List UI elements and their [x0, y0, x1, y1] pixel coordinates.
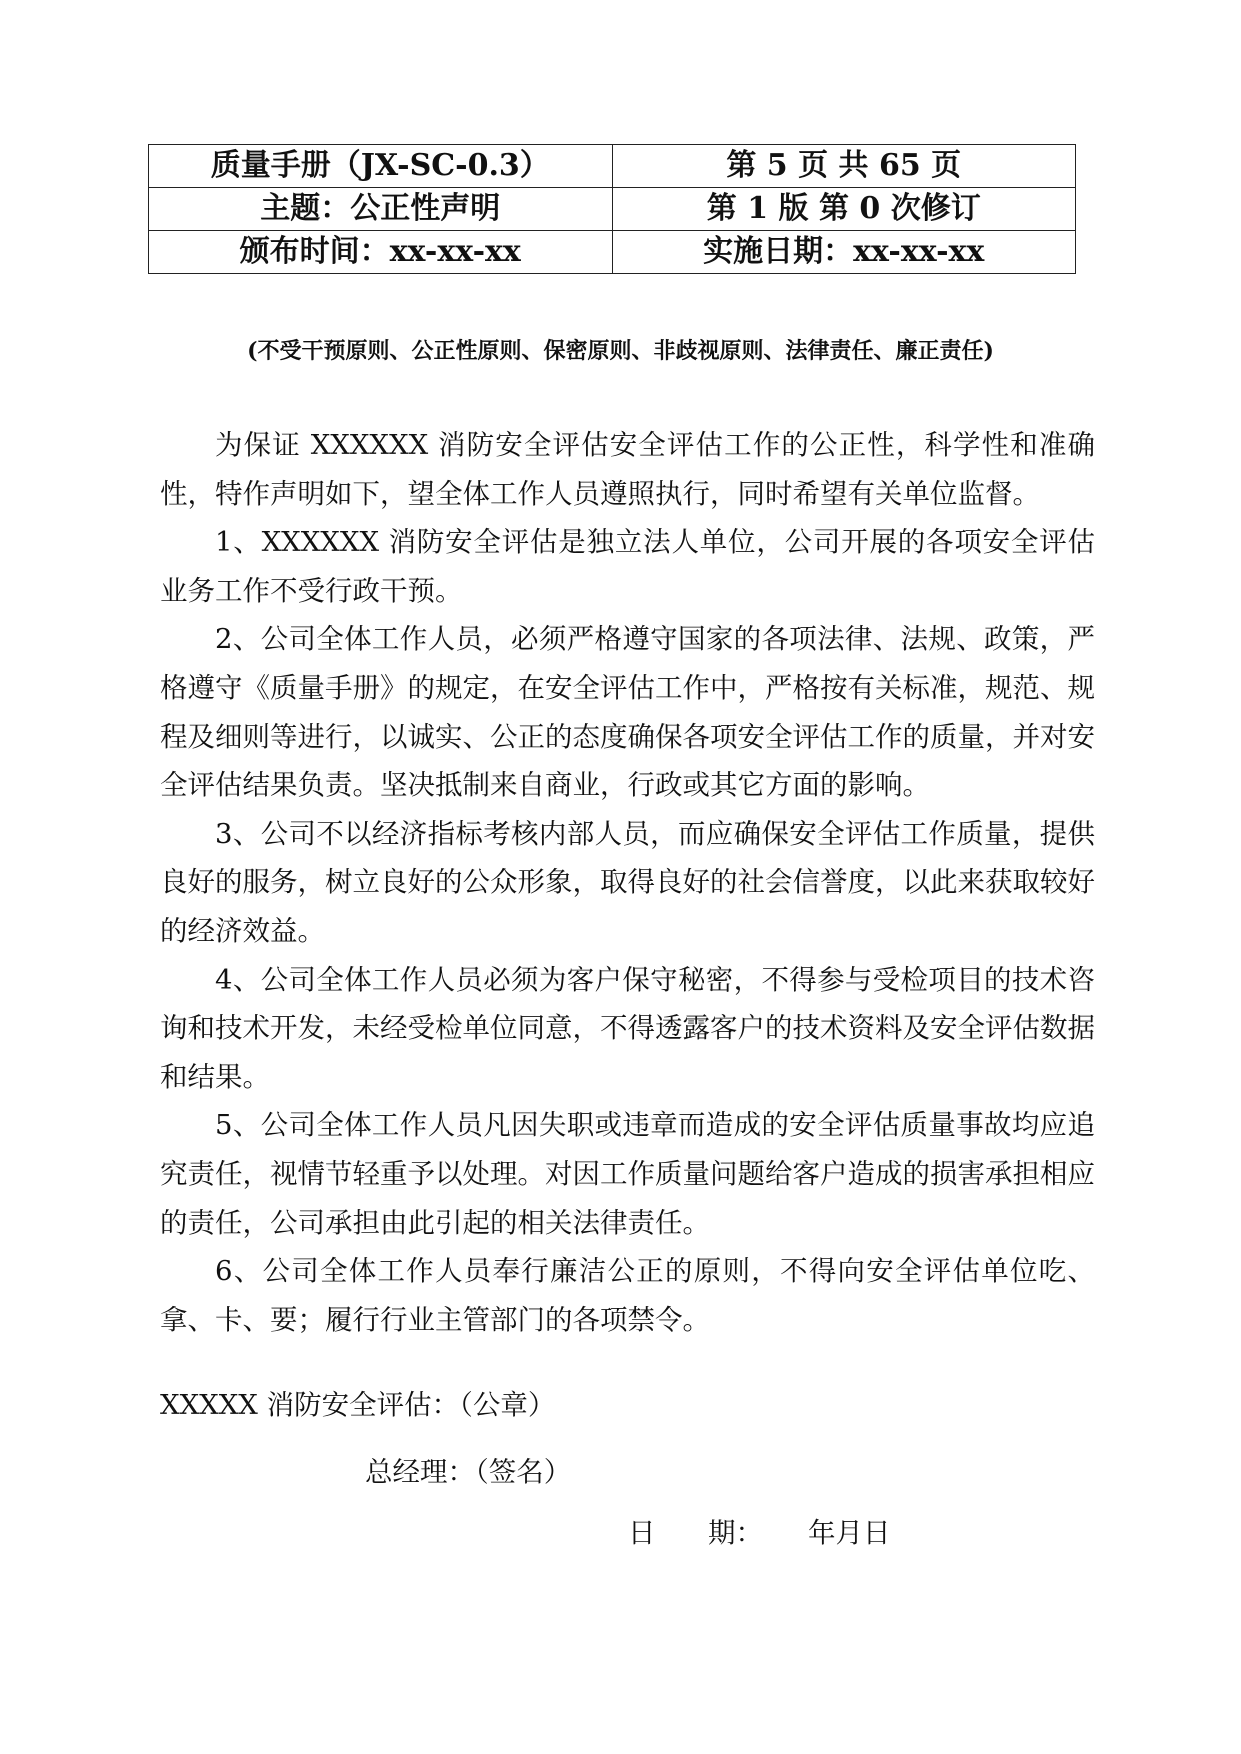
declaration-body — [160, 421, 1095, 1344]
header-row — [149, 231, 1076, 274]
principles-subtitle: (不受干预原则、公正性原则、保密原则、非歧视原则、法律责任、廉正责任) — [247, 338, 994, 364]
document-header-table — [148, 144, 1076, 274]
header-row — [149, 188, 1076, 231]
manual-code-cell: 质量手册（JX-SC-0.3） — [149, 145, 613, 188]
intro-paragraph: 为保证 XXXXXX 消防安全评估安全评估工作的公正性，科学性和准确性，特作声明如下，望全体工作人员遵照执行，同时希望有关单位监督。 — [160, 429, 1095, 510]
company-seal-line: XXXXX 消防安全评估：（公章） — [160, 1389, 556, 1421]
subject-cell: 主题：公正性声明 — [149, 188, 613, 231]
clause-paragraph: 1、XXXXXX 消防安全评估是独立法人单位，公司开展的各项安全评估业务工作不受行政干预。 — [160, 526, 1095, 607]
date-label-char-2: 期： — [708, 1517, 763, 1549]
version-cell: 第 1 版 第 0 次修订 — [612, 188, 1076, 231]
clause-paragraph: 6、公司全体工作人员奉行廉洁公正的原则，不得向安全评估单位吃、拿、卡、要；履行行业主管部门的各项禁令。 — [160, 1255, 1095, 1336]
page-info-cell: 第 5 页 共 65 页 — [612, 145, 1076, 188]
issue-time-cell: 颁布时间：xx-xx-xx — [149, 231, 613, 274]
date-value: 年月日 — [808, 1517, 891, 1549]
implement-date-cell: 实施日期：xx-xx-xx — [612, 231, 1076, 274]
clause-paragraph: 4、公司全体工作人员必须为客户保守秘密，不得参与受检项目的技术咨询和技术开发，未经受检单位同意，不得透露客户的技术资料及安全评估数据和结果。 — [160, 963, 1095, 1093]
clause-paragraph: 5、公司全体工作人员凡因失职或违章而造成的安全评估质量事故均应追究责任，视情节轻重予以处理。对因工作质量问题给客户造成的损害承担相应的责任，公司承担由此引起的相关法律责任。 — [160, 1109, 1095, 1239]
date-label-char-1: 日 — [628, 1517, 656, 1549]
clause-paragraph: 3、公司不以经济指标考核内部人员，而应确保安全评估工作质量，提供良好的服务，树立良好的公众形象，取得良好的社会信誉度，以此来获取较好的经济效益。 — [160, 817, 1095, 947]
clause-paragraph: 2、公司全体工作人员，必须严格遵守国家的各项法律、法规、政策，严格遵守《质量手册》的规定，在安全评估工作中，严格按有关标准，规范、规程及细则等进行，以诚实、公正的态度确保各项安全评估工作的质量，并对安全评估结果负责。坚决抵制来自商业，行政或其它方面的影响。 — [160, 623, 1095, 802]
header-row — [149, 145, 1076, 188]
date-line — [628, 1513, 891, 1553]
manager-signature-line: 总经理：（签名） — [365, 1456, 572, 1488]
